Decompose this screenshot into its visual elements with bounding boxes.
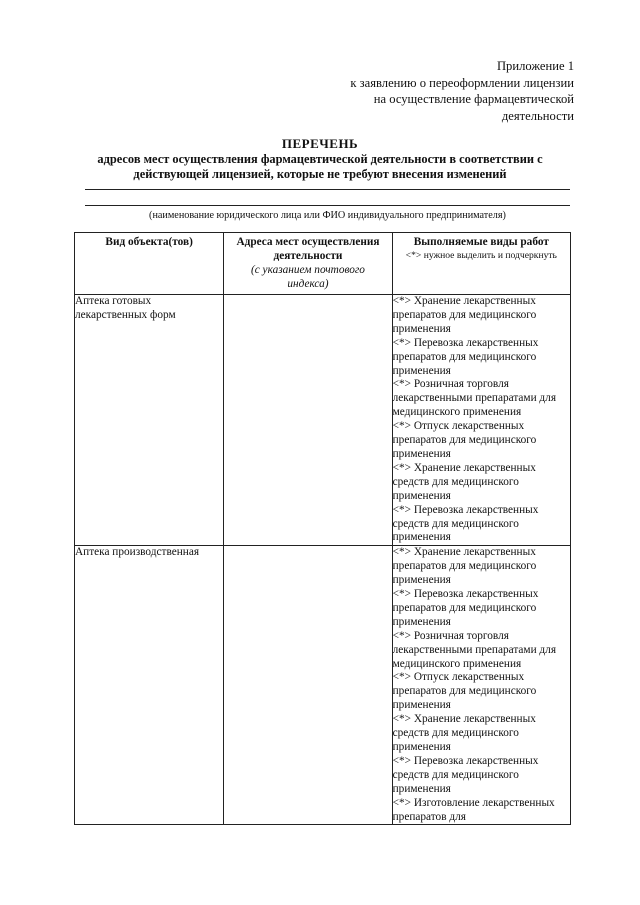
title-line-3: действующей лицензией, которые не требуют внесения изменений: [133, 167, 507, 181]
header-addresses-note: (с указанием почтового индекса): [250, 263, 365, 290]
work-item[interactable]: <*> Хранение лекарственных средств для медицинского применения: [392, 713, 536, 753]
work-item[interactable]: <*> Перевозка лекарственных препаратов для медицинского применения: [392, 588, 539, 628]
blank-line-1: [85, 189, 570, 190]
work-item[interactable]: <*> Розничная торговля лекарственными препаратами для медицинского применения: [392, 378, 557, 419]
document-title: [70, 136, 570, 183]
appendix-line-2: к заявлению о переоформлении лицензии: [350, 75, 574, 90]
address-table: [74, 232, 571, 825]
work-item[interactable]: <*> Хранение лекарственных препаратов для медицинского применения: [392, 546, 537, 587]
row-object-type: Аптека готовых лекарственных форм: [75, 295, 224, 546]
work-item[interactable]: <*> Отпуск лекарственных препаратов для медицинского применения: [392, 671, 537, 712]
header-addresses-label: Адреса мест осуществления деятельности: [236, 236, 380, 262]
title-line-2: адресов мест осуществления фармацевтической деятельности в соответствии с: [97, 151, 543, 166]
row-address[interactable]: [224, 546, 392, 825]
table-row: [75, 295, 571, 546]
table-header-row: [75, 233, 571, 295]
work-item[interactable]: <*> Изготовление лекарственных препаратов для: [392, 796, 555, 823]
blank-line-2: [85, 205, 570, 206]
work-item[interactable]: <*> Перевозка лекарственных средств для медицинского применения: [392, 503, 539, 544]
appendix-line-1: Приложение 1: [496, 59, 574, 73]
header-object-type: [75, 233, 224, 295]
header-works-label: Выполняемые виды работ: [413, 236, 549, 248]
blank-line-caption: (наименование юридического лица или ФИО индивидуального предпринимателя): [149, 210, 506, 221]
appendix-reference: [274, 58, 574, 124]
appendix-line-4: деятельности: [501, 108, 574, 123]
work-item[interactable]: <*> Перевозка лекарственных препаратов для медицинского применения: [392, 336, 539, 377]
table-row: [75, 546, 571, 825]
row-works: [392, 295, 570, 546]
work-item[interactable]: <*> Перевозка лекарственных средств для медицинского применения: [392, 754, 539, 795]
row-object-type: Аптека производственная: [75, 546, 224, 825]
work-item[interactable]: <*> Хранение лекарственных препаратов для медицинского применения: [392, 295, 537, 335]
row-address[interactable]: [224, 295, 392, 546]
header-works: [392, 233, 570, 295]
work-item[interactable]: <*> Отпуск лекарственных препаратов для медицинского применения: [392, 420, 537, 460]
title-line-1: ПЕРЕЧЕНЬ: [281, 136, 359, 151]
header-addresses: [224, 233, 392, 295]
row-works: [392, 546, 570, 825]
appendix-line-3: на осуществление фармацевтической: [373, 92, 574, 106]
work-item[interactable]: <*> Розничная торговля лекарственными препаратами для медицинского применения: [392, 629, 557, 670]
work-item[interactable]: <*> Хранение лекарственных средств для медицинского применения: [392, 461, 536, 502]
header-object-type-label: Вид объекта(тов): [105, 236, 193, 248]
header-works-note: <*> нужное выделить и подчеркнуть: [405, 249, 557, 261]
